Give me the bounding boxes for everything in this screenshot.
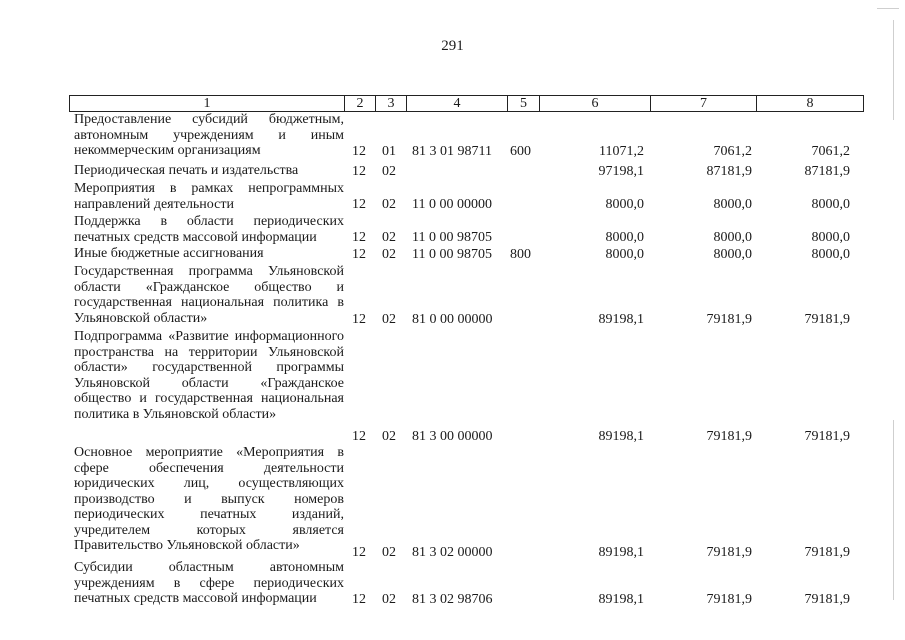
row-expense-type: 600: [510, 143, 531, 159]
row-subsection: 02: [382, 428, 396, 444]
header-col-7: 7: [650, 95, 757, 112]
row-description: Предоставление субсидий бюджетным, автономным учреждениям и иным некоммерческим организациям: [74, 112, 344, 158]
row-section: 12: [352, 143, 366, 159]
row-subsection: 02: [382, 229, 396, 245]
row-description: Субсидии областным автономным учреждениям в сфере периодических печатных средств массовой информации: [74, 560, 344, 606]
row-amount-col8: 87181,9: [804, 163, 850, 179]
row-amount-col7: 87181,9: [706, 163, 752, 179]
row-amount-col8: 79181,9: [804, 544, 850, 560]
row-target-article: 11 0 00 00000: [412, 196, 492, 212]
header-col-3: 3: [375, 95, 407, 112]
row-subsection: 02: [382, 311, 396, 327]
row-subsection: 02: [382, 163, 396, 179]
row-section: 12: [352, 311, 366, 327]
row-amount-col8: 7061,2: [811, 143, 850, 159]
header-col-2: 2: [344, 95, 376, 112]
row-expense-type: 800: [510, 246, 531, 262]
page-number: 291: [441, 38, 464, 54]
table-row: [0, 246, 905, 262]
row-description: Подпрограмма «Развитие информационного пространства на территории Ульяновской области» государственной программы Ульяновской области «Гражданское общество и государственная национальная политика в Ульяновской области»: [74, 329, 344, 422]
row-section: 12: [352, 163, 366, 179]
row-description: Поддержка в области периодических печатных средств массовой информации: [74, 214, 344, 245]
row-subsection: 02: [382, 544, 396, 560]
table-row: [0, 264, 905, 327]
row-amount-col6: 8000,0: [605, 196, 644, 212]
table-row: [0, 181, 905, 212]
table-row: [0, 112, 905, 159]
row-target-article: 81 3 02 98706: [412, 591, 493, 607]
row-description: Иные бюджетные ассигнования: [74, 246, 264, 261]
header-col-4: 4: [406, 95, 508, 112]
row-amount-col8: 79181,9: [804, 591, 850, 607]
row-amount-col6: 89198,1: [598, 311, 644, 327]
row-amount-col6: 89198,1: [598, 591, 644, 607]
header-col-5: 5: [507, 95, 540, 112]
row-subsection: 01: [382, 143, 396, 159]
row-amount-col7: 79181,9: [706, 591, 752, 607]
row-subsection: 02: [382, 591, 396, 607]
row-target-article: 81 3 00 00000: [412, 428, 493, 444]
row-target-article: 11 0 00 98705: [412, 246, 492, 262]
row-amount-col8: 8000,0: [811, 196, 850, 212]
row-amount-col8: 79181,9: [804, 428, 850, 444]
row-amount-col7: 8000,0: [713, 196, 752, 212]
row-amount-col7: 7061,2: [713, 143, 752, 159]
table-row: [0, 329, 905, 444]
row-subsection: 02: [382, 196, 396, 212]
row-subsection: 02: [382, 246, 396, 262]
scan-edge-mark: [877, 8, 899, 9]
row-amount-col6: 11071,2: [599, 143, 644, 159]
header-col-1: 1: [69, 95, 345, 112]
row-section: 12: [352, 196, 366, 212]
row-description: Мероприятия в рамках непрограммных направлений деятельности: [74, 181, 344, 212]
table-row: [0, 560, 905, 607]
row-description: Государственная программа Ульяновской области «Гражданское общество и государственная национальная политика в Ульяновской области»: [74, 264, 344, 326]
row-section: 12: [352, 246, 366, 262]
row-description: Основное мероприятие «Мероприятия в сфере обеспечения деятельности юридических лиц, осуществляющих производство и выпуск номеров периодических печатных изданий, учредителем которых является Правительство Ульяновской области»: [74, 445, 344, 553]
row-amount-col6: 97198,1: [598, 163, 644, 179]
row-amount-col8: 8000,0: [811, 229, 850, 245]
row-amount-col6: 89198,1: [598, 544, 644, 560]
row-section: 12: [352, 428, 366, 444]
scan-edge-mark: [893, 20, 894, 120]
row-amount-col7: 79181,9: [706, 544, 752, 560]
header-col-6: 6: [539, 95, 651, 112]
row-target-article: 81 3 02 00000: [412, 544, 493, 560]
header-col-8: 8: [756, 95, 864, 112]
table-row: [0, 163, 905, 179]
row-amount-col8: 8000,0: [811, 246, 850, 262]
row-amount-col6: 8000,0: [605, 229, 644, 245]
scan-edge-mark: [893, 420, 894, 600]
table-row: [0, 445, 905, 560]
row-amount-col8: 79181,9: [804, 311, 850, 327]
row-amount-col6: 89198,1: [598, 428, 644, 444]
row-amount-col7: 8000,0: [713, 246, 752, 262]
row-section: 12: [352, 229, 366, 245]
row-amount-col7: 79181,9: [706, 428, 752, 444]
row-section: 12: [352, 591, 366, 607]
row-section: 12: [352, 544, 366, 560]
row-target-article: 81 0 00 00000: [412, 311, 493, 327]
row-target-article: 81 3 01 98711: [412, 143, 492, 159]
row-amount-col7: 8000,0: [713, 229, 752, 245]
row-description: Периодическая печать и издательства: [74, 163, 299, 178]
row-target-article: 11 0 00 98705: [412, 229, 492, 245]
table-row: [0, 214, 905, 245]
row-amount-col6: 8000,0: [605, 246, 644, 262]
row-amount-col7: 79181,9: [706, 311, 752, 327]
